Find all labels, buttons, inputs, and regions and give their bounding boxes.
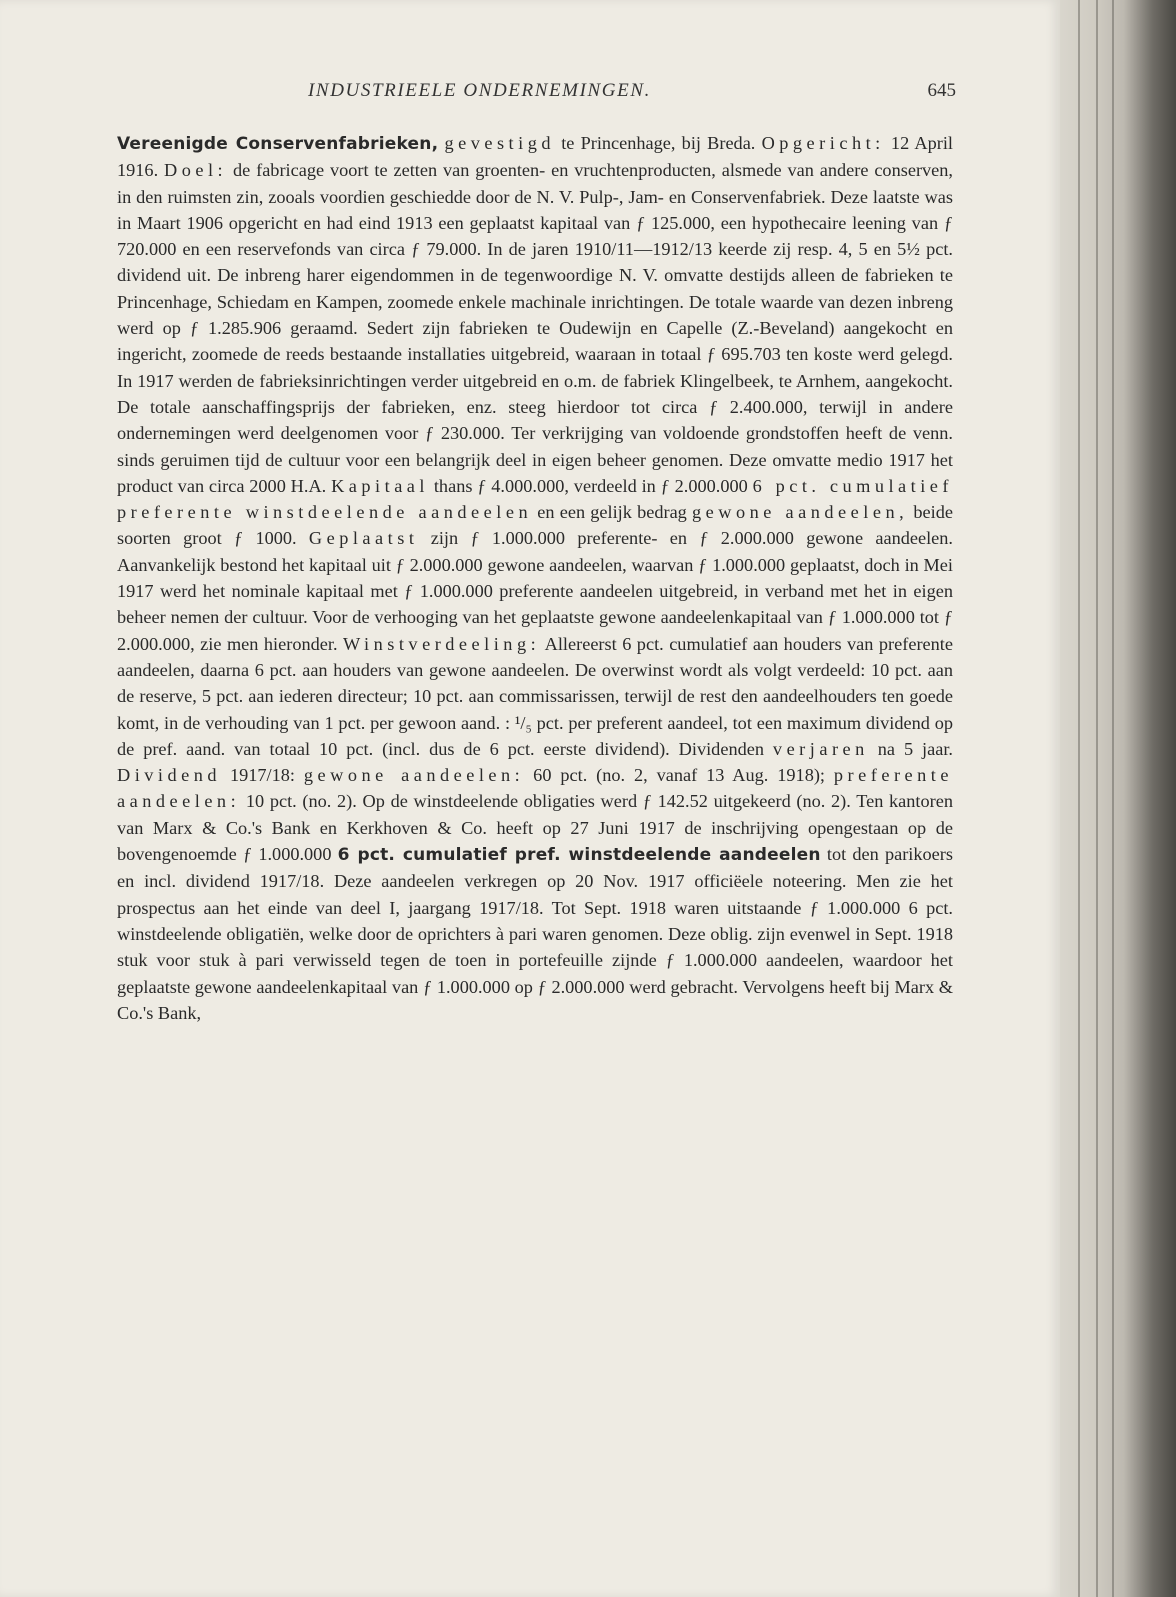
company-entry [117,130,953,1026]
text-run: 12 April 1916. [117,133,953,181]
page-edge-line [1112,0,1114,1597]
company-name: Vereenigde Conservenfabrieken, [117,134,439,154]
text-run: Allereerst 6 pct. cumulatief aan houders van preferente aandeelen, daarna 6 pct. aan houders van gewone aandeelen. De overwinst wordt als volgt verdeeld: 10 pct. aan de reserve, 5 pct. aan iederen directeur; 10 pct. aan commissarissen, terwijl de rest den aandeelhouders ten goede komt, in de verhouding van 1 pct. per gewoon aand. : ¹/₅ pct. per preferent aandeel, tot een maximum dividend op de pref. aand. van totaal 10 pct. (incl. dus de 6 pct. eerste dividend). Dividenden [117,633,953,759]
text-run: thans ƒ 4.000.000, verdeeld in ƒ 2.000.000 [429,475,753,496]
spaced-label-dividend: Dividend [117,765,222,786]
spaced-label-doel: Doel: [164,160,228,181]
text-run: na 5 jaar. [868,738,953,759]
article-body [117,130,953,1026]
page-number: 645 [927,80,956,101]
text-run: te Princenhage, bij Breda. [555,133,762,153]
spaced-label-preferente-aandeelen: preferente aandeelen: [117,765,953,812]
bold-issue-heading: 6 pct. cumulatief pref. winstdeelende aandeelen [337,845,821,866]
running-head: INDUSTRIEELE ONDERNEMINGEN. [308,80,651,101]
text-run: en een gelijk bedrag [532,502,693,523]
spaced-label-opgericht: Opgericht: [761,133,885,153]
spaced-label-verjaren: verjaren [772,738,869,759]
text-run: tot den parikoers en incl. dividend 1917/18. Deze aandeelen verkregen op 20 Nov. 1917 officiëele noteering. Men zie het prospectus aan het einde van deel I, jaargang 1917/18. Tot Sept. 1918 waren uitstaande ƒ 1.000.000 6 pct. winstdeelende obligatiën, welke door de oprichters à pari waren genomen. Deze oblig. zijn evenwel in Sept. 1918 stuk voor stuk à pari verwisseld tegen de toen in portefeuille zijnde ƒ 1.000.000 aandeelen, waardoor het geplaatste gewone aandeelenkapitaal van ƒ 1.000.000 op ƒ 2.000.000 werd gebracht. Vervolgens heeft bij Marx & Co.'s Bank, [117,844,953,1023]
text-run: 60 pct. (no. 2, vanaf 13 Aug. 1918); [524,765,834,786]
spaced-label-geplaatst: Geplaatst [308,528,419,549]
text-run: de fabricage voort te zetten van groenten- en vruchtenproducten, alsmede van andere conserven, in den ruimsten zin, zooals voordien geschiedde door de N. V. Pulp-, Jam- en Conservenfabriek. Deze laatste was in Maart 1906 opgericht en had eind 1913 een geplaatst kapitaal van ƒ 125.000, een hypothecaire leening van ƒ 720.000 en een reservefonds van circa ƒ 79.000. In de jaren 1910/11—1912/13 keerde zij resp. 4, 5 en 5½ pct. dividend uit. De inbreng harer eigendommen in de tegenwoordige N. V. omvatte destijds alleen de fabrieken te Princenhage, Schiedam en Kampen, zoomede enkele machinale inrichtingen. De totale waarde van dezen inbreng werd op ƒ 1.285.906 geraamd. Sedert zijn fabrieken te Oudewijn en Capelle (Z.-Beveland) aangekocht en ingericht, zoomede de reeds bestaande installaties uitgebreid, waaraan in totaal ƒ 695.703 ten koste werd gelegd. In 1917 werden de fabrieksinrichtingen verder uitgebreid en o.m. de fabriek Klingelbeek, te Arnhem, aangekocht. De totale aanschaffingsprijs der fabrieken, enz. steeg hierdoor tot circa ƒ 2.400.000, terwijl in andere ondernemingen werd deelgenomen voor ƒ 230.000. Ter verkrijging van voldoende grondstoffen heeft de venn. sinds geruimen tijd de cultuur voor een belangrijk deel in eigen beheer genomen. Deze omvatte medio 1917 het product van circa 2000 H.A. [117,160,953,496]
text-run: 10 pct. (no. 2). Op de winstdeelende obligaties werd ƒ 142.52 uitgekeerd (no. 2). Ten kantoren van Marx & Co.'s Bank en Kerkhoven & Co. heeft op 27 Juni 1917 de inschrijving opengestaan op de bovengenoemde ƒ 1.000.000 [117,791,953,865]
spaced-label-gewone-aandeelen-2: gewone aandeelen: [303,765,525,786]
spaced-label-gewone-aandeelen: gewone aandeelen, [692,502,909,523]
page-edge-line [1096,0,1098,1597]
spaced-label-kapitaal: Kapitaal [331,475,430,496]
text-run: beide soorten groot ƒ 1000. [117,502,953,549]
spaced-label-winstverdeeling: Winstverdeeling: [343,633,541,654]
page-edge-line [1078,0,1080,1597]
text-run: zijn ƒ 1.000.000 preferente- en ƒ 2.000.000 gewone aandeelen. Aanvankelijk bestond het kapitaal uit ƒ 2.000.000 gewone aandeelen, waarvan ƒ 1.000.000 geplaatst, doch in Mei 1917 werd het nominale kapitaal met ƒ 1.000.000 preferente aandeelen uitgebreid, in verband met het in eigen beheer nemen der cultuur. Voor de verhooging van het geplaatste gewone aandeelenkapitaal van ƒ 1.000.000 tot ƒ 2.000.000, zie men hieronder. [117,528,953,654]
spaced-label-gevestigd: gevestigd [444,133,556,153]
spaced-label-6pct: 6 pct. cumulatief preferente winstdeelende aandeelen [117,475,954,523]
page-header [308,80,956,104]
book-edge [1060,0,1176,1597]
text-run: 1917/18: [221,765,304,786]
